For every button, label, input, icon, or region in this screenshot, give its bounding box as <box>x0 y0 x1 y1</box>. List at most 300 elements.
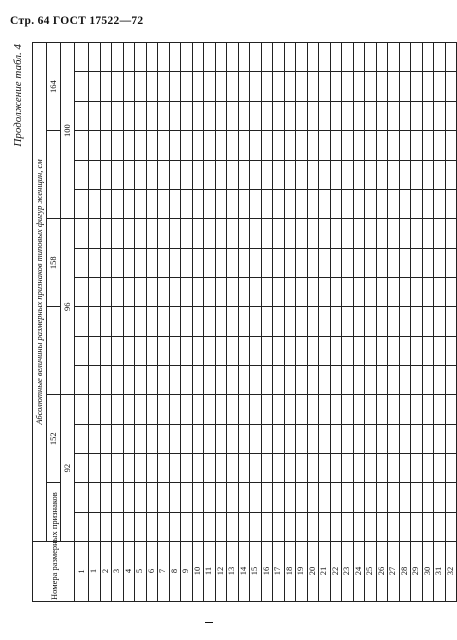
value-cell <box>399 512 411 541</box>
value-cell <box>296 101 308 130</box>
value-cell <box>192 277 204 306</box>
value-cell <box>307 512 319 541</box>
value-cell <box>284 483 296 512</box>
value-cell <box>158 336 170 365</box>
value-cell <box>284 72 296 101</box>
value-cell <box>112 395 124 424</box>
value-cell <box>204 336 216 365</box>
value-cell <box>169 131 181 160</box>
value-cell <box>434 277 446 306</box>
value-cell <box>319 131 331 160</box>
value-cell <box>376 219 388 248</box>
level1-header-cell: 152 <box>47 395 61 483</box>
value-cell <box>158 189 170 218</box>
value-cell <box>319 248 331 277</box>
row-number-cell: 25 <box>365 542 377 602</box>
value-cell <box>135 277 147 306</box>
value-cell <box>227 160 239 189</box>
value-cell <box>112 424 124 453</box>
value-cell <box>146 307 158 336</box>
value-cell <box>365 365 377 394</box>
column-number-cell <box>75 43 89 73</box>
value-cell <box>319 101 331 130</box>
value-cell <box>319 307 331 336</box>
value-cell <box>365 248 377 277</box>
value-cell <box>227 43 239 73</box>
level1-header-cell: 164 <box>47 43 61 131</box>
row-number-cell: 8 <box>169 542 181 602</box>
value-cell <box>112 72 124 101</box>
table-row <box>307 43 319 602</box>
value-cell <box>411 219 423 248</box>
value-cell <box>365 277 377 306</box>
value-cell <box>296 72 308 101</box>
value-cell <box>192 395 204 424</box>
value-cell <box>296 189 308 218</box>
value-cell <box>135 512 147 541</box>
value-cell <box>100 101 112 130</box>
level2-header-cell: 92 <box>61 395 75 542</box>
value-cell <box>307 248 319 277</box>
value-cell <box>238 43 250 73</box>
value-cell <box>169 248 181 277</box>
value-cell <box>342 483 354 512</box>
value-cell <box>135 424 147 453</box>
value-cell <box>434 72 446 101</box>
value-cell <box>215 424 227 453</box>
value-cell <box>422 424 434 453</box>
table-row <box>376 43 388 602</box>
value-cell <box>273 336 285 365</box>
value-cell <box>273 483 285 512</box>
table-row <box>169 43 181 602</box>
value-cell <box>342 131 354 160</box>
row-number-cell: 2 <box>100 542 112 602</box>
value-cell <box>169 365 181 394</box>
value-cell <box>135 219 147 248</box>
table-row <box>123 43 135 602</box>
value-cell <box>330 101 342 130</box>
value-cell <box>169 43 181 73</box>
value-cell <box>388 43 400 73</box>
value-cell <box>192 512 204 541</box>
value-cell <box>284 336 296 365</box>
value-cell <box>307 336 319 365</box>
value-cell <box>307 131 319 160</box>
column-number-cell <box>75 453 89 482</box>
value-cell <box>181 336 193 365</box>
value-cell <box>146 43 158 73</box>
value-cell <box>422 131 434 160</box>
value-cell <box>146 131 158 160</box>
table-row <box>192 43 204 602</box>
column-number-cell <box>75 219 89 248</box>
table-row <box>296 43 308 602</box>
value-cell <box>273 43 285 73</box>
value-cell <box>169 219 181 248</box>
value-cell <box>399 101 411 130</box>
value-cell <box>89 307 101 336</box>
level2-header-row <box>61 43 75 602</box>
column-number-cell <box>75 307 89 336</box>
value-cell <box>376 43 388 73</box>
value-cell <box>284 365 296 394</box>
value-cell <box>100 336 112 365</box>
value-cell <box>100 131 112 160</box>
value-cell <box>261 131 273 160</box>
value-cell <box>158 512 170 541</box>
value-cell <box>181 483 193 512</box>
row-number-cell: 5 <box>135 542 147 602</box>
value-cell <box>330 512 342 541</box>
value-cell <box>365 395 377 424</box>
value-cell <box>296 43 308 73</box>
value-cell <box>250 189 262 218</box>
value-cell <box>112 219 124 248</box>
value-cell <box>353 395 365 424</box>
value-cell <box>399 365 411 394</box>
value-cell <box>284 307 296 336</box>
value-cell <box>307 395 319 424</box>
value-cell <box>100 424 112 453</box>
value-cell <box>376 72 388 101</box>
value-cell <box>192 453 204 482</box>
value-cell <box>445 189 457 218</box>
value-cell <box>365 189 377 218</box>
table-row <box>319 43 331 602</box>
value-cell <box>215 336 227 365</box>
value-cell <box>399 219 411 248</box>
value-cell <box>353 365 365 394</box>
value-cell <box>422 395 434 424</box>
value-cell <box>123 43 135 73</box>
value-cell <box>399 189 411 218</box>
table-row <box>365 43 377 602</box>
value-cell <box>192 43 204 73</box>
value-cell <box>192 248 204 277</box>
value-cell <box>181 72 193 101</box>
table-row <box>250 43 262 602</box>
value-cell <box>123 219 135 248</box>
value-cell <box>169 277 181 306</box>
value-cell <box>227 365 239 394</box>
value-cell <box>284 160 296 189</box>
value-cell <box>411 395 423 424</box>
value-cell <box>112 189 124 218</box>
value-cell <box>192 131 204 160</box>
value-cell <box>434 189 446 218</box>
value-cell <box>123 72 135 101</box>
value-cell <box>238 219 250 248</box>
value-cell <box>204 219 216 248</box>
column-number-cell <box>75 424 89 453</box>
value-cell <box>204 424 216 453</box>
value-cell <box>411 101 423 130</box>
value-cell <box>434 101 446 130</box>
value-cell <box>353 189 365 218</box>
value-cell <box>307 219 319 248</box>
value-cell <box>261 336 273 365</box>
value-cell <box>422 512 434 541</box>
value-cell <box>112 307 124 336</box>
value-cell <box>296 131 308 160</box>
value-cell <box>399 424 411 453</box>
value-cell <box>215 512 227 541</box>
value-cell <box>445 424 457 453</box>
column-number-cell <box>75 336 89 365</box>
row-number-cell: 11 <box>204 542 216 602</box>
value-cell <box>273 307 285 336</box>
value-cell <box>89 424 101 453</box>
column-number-cell <box>75 512 89 541</box>
value-cell <box>319 277 331 306</box>
value-cell <box>330 336 342 365</box>
value-cell <box>399 160 411 189</box>
value-cell <box>273 131 285 160</box>
value-cell <box>204 189 216 218</box>
value-cell <box>112 248 124 277</box>
value-cell <box>342 336 354 365</box>
value-cell <box>89 512 101 541</box>
value-cell <box>112 336 124 365</box>
value-cell <box>434 307 446 336</box>
value-cell <box>238 336 250 365</box>
value-cell <box>261 307 273 336</box>
value-cell <box>89 131 101 160</box>
value-cell <box>227 336 239 365</box>
value-cell <box>238 101 250 130</box>
value-cell <box>146 453 158 482</box>
level2-header-cell: 100 <box>61 43 75 219</box>
caption-row <box>33 43 47 602</box>
value-cell <box>100 365 112 394</box>
value-cell <box>342 395 354 424</box>
value-cell <box>158 72 170 101</box>
value-cell <box>376 131 388 160</box>
value-cell <box>192 336 204 365</box>
value-cell <box>181 43 193 73</box>
value-cell <box>296 336 308 365</box>
row-number-cell: 18 <box>284 542 296 602</box>
value-cell <box>146 365 158 394</box>
value-cell <box>399 248 411 277</box>
value-cell <box>135 483 147 512</box>
value-cell <box>204 512 216 541</box>
value-cell <box>204 483 216 512</box>
value-cell <box>353 43 365 73</box>
value-cell <box>342 43 354 73</box>
value-cell <box>123 248 135 277</box>
value-cell <box>261 72 273 101</box>
value-cell <box>342 101 354 130</box>
row-number-cell: 29 <box>411 542 423 602</box>
value-cell <box>250 453 262 482</box>
value-cell <box>353 453 365 482</box>
value-cell <box>158 365 170 394</box>
table-row <box>273 43 285 602</box>
table-continuation-label: Продолжение табл. 4 <box>12 44 24 147</box>
value-cell <box>169 101 181 130</box>
value-cell <box>284 248 296 277</box>
value-cell <box>445 219 457 248</box>
value-cell <box>284 453 296 482</box>
row-number-cell: 6 <box>146 542 158 602</box>
value-cell <box>112 160 124 189</box>
value-cell <box>123 189 135 218</box>
value-cell <box>284 131 296 160</box>
column-number-cell <box>75 365 89 394</box>
value-cell <box>169 307 181 336</box>
value-cell <box>273 160 285 189</box>
value-cell <box>123 512 135 541</box>
table-caption: Абсолютные величины размерных признаков типовых фигур женщин, см <box>33 43 47 542</box>
value-cell <box>342 512 354 541</box>
value-cell <box>353 424 365 453</box>
value-cell <box>261 248 273 277</box>
value-cell <box>330 365 342 394</box>
table-row <box>181 43 193 602</box>
value-cell <box>215 307 227 336</box>
value-cell <box>307 72 319 101</box>
value-cell <box>353 219 365 248</box>
value-cell <box>192 219 204 248</box>
value-cell <box>388 365 400 394</box>
value-cell <box>215 453 227 482</box>
value-cell <box>445 453 457 482</box>
value-cell <box>445 160 457 189</box>
value-cell <box>284 395 296 424</box>
value-cell <box>342 219 354 248</box>
value-cell <box>319 336 331 365</box>
value-cell <box>411 483 423 512</box>
value-cell <box>307 160 319 189</box>
value-cell <box>434 483 446 512</box>
value-cell <box>238 277 250 306</box>
row-number-cell: 26 <box>376 542 388 602</box>
value-cell <box>135 307 147 336</box>
value-cell <box>376 189 388 218</box>
value-cell <box>399 307 411 336</box>
value-cell <box>215 277 227 306</box>
value-cell <box>319 424 331 453</box>
value-cell <box>411 424 423 453</box>
value-cell <box>123 483 135 512</box>
value-cell <box>123 307 135 336</box>
value-cell <box>89 365 101 394</box>
value-cell <box>169 395 181 424</box>
value-cell <box>411 189 423 218</box>
value-cell <box>273 365 285 394</box>
value-cell <box>284 43 296 73</box>
value-cell <box>146 512 158 541</box>
value-cell <box>123 131 135 160</box>
value-cell <box>169 336 181 365</box>
value-cell <box>169 189 181 218</box>
table-row <box>411 43 423 602</box>
row-number-cell: 7 <box>158 542 170 602</box>
value-cell <box>181 307 193 336</box>
value-cell <box>330 160 342 189</box>
value-cell <box>261 365 273 394</box>
table-row <box>399 43 411 602</box>
value-cell <box>204 277 216 306</box>
table-row <box>434 43 446 602</box>
value-cell <box>330 72 342 101</box>
value-cell <box>273 424 285 453</box>
value-cell <box>411 248 423 277</box>
value-cell <box>192 189 204 218</box>
value-cell <box>192 483 204 512</box>
row-number-cell: 13 <box>227 542 239 602</box>
value-cell <box>273 453 285 482</box>
value-cell <box>307 453 319 482</box>
value-cell <box>445 307 457 336</box>
value-cell <box>319 483 331 512</box>
value-cell <box>112 131 124 160</box>
value-cell <box>365 483 377 512</box>
value-cell <box>135 160 147 189</box>
column-number-cell: 1 <box>75 542 89 602</box>
value-cell <box>434 512 446 541</box>
value-cell <box>307 483 319 512</box>
value-cell <box>215 365 227 394</box>
row-number-cell: 30 <box>422 542 434 602</box>
value-cell <box>261 160 273 189</box>
value-cell <box>135 453 147 482</box>
value-cell <box>215 131 227 160</box>
value-cell <box>434 43 446 73</box>
value-cell <box>330 277 342 306</box>
value-cell <box>376 160 388 189</box>
value-cell <box>146 336 158 365</box>
value-cell <box>411 365 423 394</box>
row-number-cell: 3 <box>112 542 124 602</box>
value-cell <box>135 189 147 218</box>
value-cell <box>399 43 411 73</box>
value-cell <box>135 336 147 365</box>
value-cell <box>376 395 388 424</box>
value-cell <box>353 512 365 541</box>
level1-header-cell <box>47 131 61 219</box>
table-row <box>238 43 250 602</box>
value-cell <box>284 189 296 218</box>
row-number-cell: 24 <box>353 542 365 602</box>
value-cell <box>123 424 135 453</box>
column-number-cell <box>75 483 89 512</box>
value-cell <box>204 131 216 160</box>
value-cell <box>181 395 193 424</box>
value-cell <box>250 248 262 277</box>
value-cell <box>445 277 457 306</box>
value-cell <box>422 453 434 482</box>
value-cell <box>365 512 377 541</box>
value-cell <box>158 160 170 189</box>
value-cell <box>123 395 135 424</box>
value-cell <box>158 453 170 482</box>
value-cell <box>399 453 411 482</box>
value-cell <box>296 160 308 189</box>
value-cell <box>146 101 158 130</box>
value-cell <box>422 189 434 218</box>
value-cell <box>388 219 400 248</box>
value-cell <box>399 395 411 424</box>
value-cell <box>169 483 181 512</box>
row-number-cell: 14 <box>238 542 250 602</box>
value-cell <box>227 395 239 424</box>
value-cell <box>388 131 400 160</box>
value-cell <box>296 483 308 512</box>
value-cell <box>227 131 239 160</box>
